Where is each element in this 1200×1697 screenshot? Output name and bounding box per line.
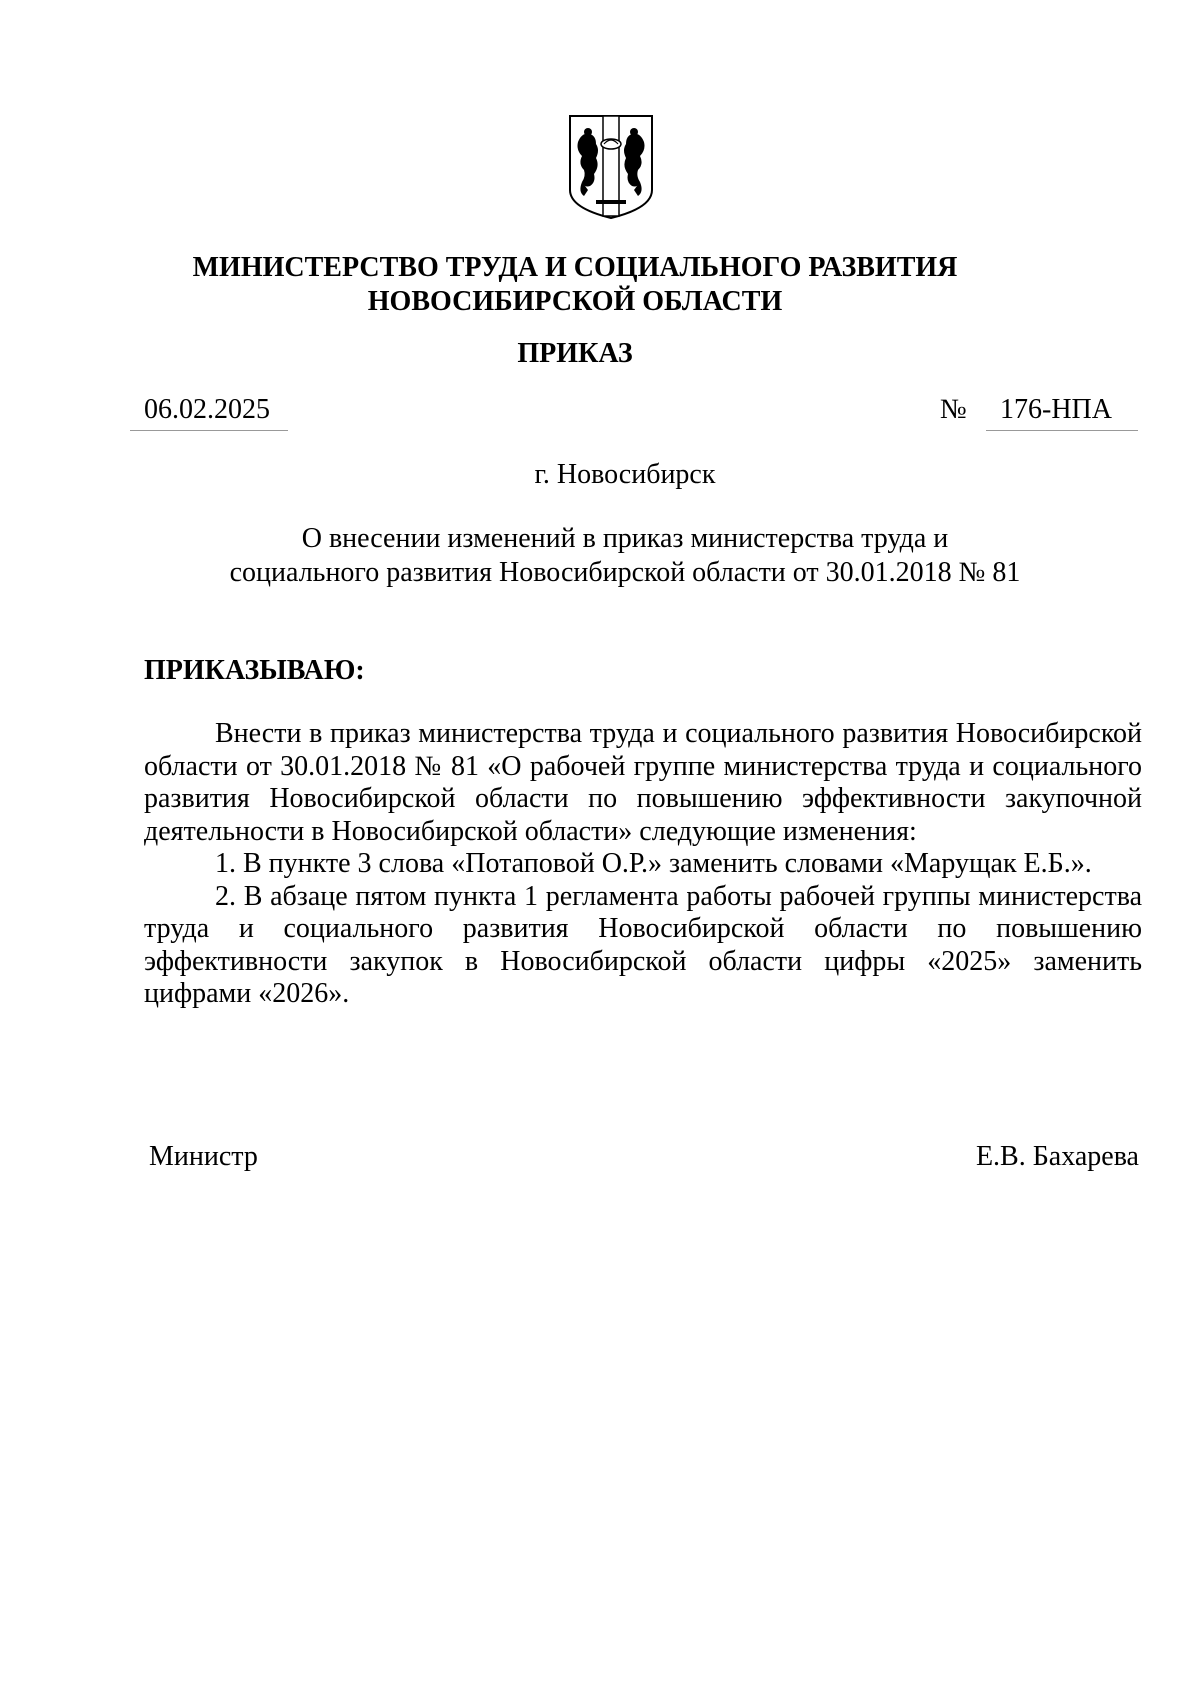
coat-of-arms-icon bbox=[566, 112, 656, 222]
ministry-name-line2: НОВОСИБИРСКОЙ ОБЛАСТИ bbox=[367, 286, 783, 317]
body-paragraph-intro: Внести в приказ министерства труда и социального развития Новосибирской области от 30.01.2018 № 81 «О рабочей группе министерства труда и социального развития Новосибирской области по повышению эффективности закупочной деятельности в Новосибирской области» следующие изменения: bbox=[144, 718, 1142, 847]
body-paragraph-item2: 2. В абзаце пятом пункта 1 регламента работы рабочей группы министерства труда и социального развития Новосибирской области по повышению эффективности закупок в Новосибирской области цифры «2025» заменить цифрами «2026». bbox=[144, 880, 1142, 1009]
signer-title: Министр bbox=[149, 1141, 258, 1172]
order-verb: ПРИКАЗЫВАЮ: bbox=[144, 655, 365, 686]
subject-line1: О внесении изменений в приказ министерства труда и bbox=[301, 523, 949, 554]
order-body bbox=[144, 718, 1142, 1011]
signer-name: Е.В. Бахарева bbox=[975, 1141, 1139, 1172]
body-paragraph-item1: 1. В пункте 3 слова «Потаповой О.Р.» заменить словами «Марущак Е.Б.». bbox=[215, 848, 1092, 879]
document-type-title: ПРИКАЗ bbox=[517, 338, 633, 369]
order-number-label: № bbox=[940, 394, 967, 425]
order-date: 06.02.2025 bbox=[130, 393, 288, 431]
order-number: 176-НПА bbox=[986, 393, 1138, 431]
order-subject bbox=[25, 522, 1200, 590]
subject-line2: социального развития Новосибирской области от 30.01.2018 № 81 bbox=[229, 557, 1021, 588]
ministry-name-line1: МИНИСТЕРСТВО ТРУДА И СОЦИАЛЬНОГО РАЗВИТИЯ bbox=[192, 252, 958, 283]
city-line: г. Новосибирск bbox=[534, 459, 716, 490]
